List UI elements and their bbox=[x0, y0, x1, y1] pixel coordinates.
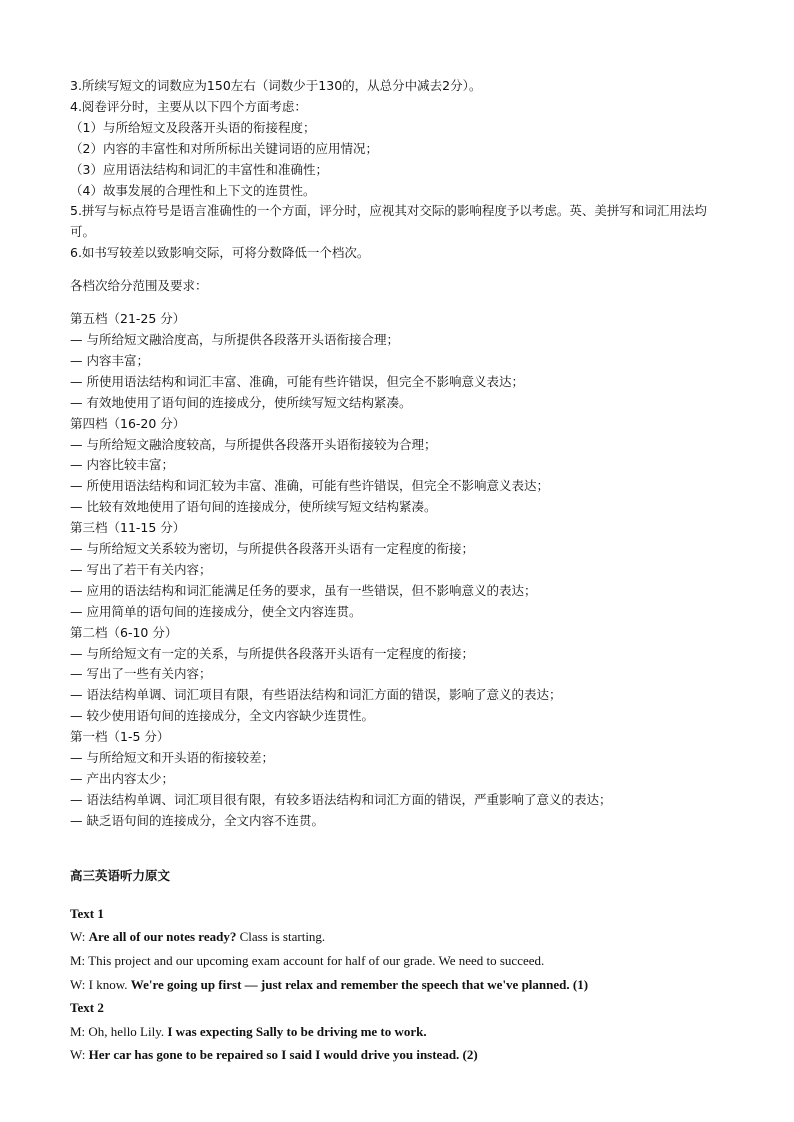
note-6: 6.如书写较差以致影响交际，可将分数降低一个档次。 bbox=[70, 245, 370, 261]
text-1 bbox=[70, 902, 730, 996]
note-4-item-4: （4）故事发展的合理性和上下文的连贯性。 bbox=[70, 182, 316, 198]
bands-intro: 各档次给分范围及要求： bbox=[70, 278, 208, 294]
note-4-item-2: （2）内容的丰富性和对所所标出关键词语的应用情况； bbox=[70, 140, 378, 156]
band-item: — 所使用语法结构和词汇较为丰富、准确，可能有些许错误，但完全不影响意义表达； bbox=[70, 478, 549, 494]
note-4: 4.阅卷评分时，主要从以下四个方面考虑： bbox=[70, 98, 307, 114]
dialogue-line: M: This project and our upcoming exam account for half of our grade. We need to succeed. bbox=[70, 952, 545, 968]
band-item: — 与所给短文和开头语的衔接较差； bbox=[70, 750, 274, 766]
band-item: — 与所给短文关系较为密切，与所提供各段落开头语有一定程度的衔接； bbox=[70, 541, 474, 557]
text-2 bbox=[70, 996, 730, 1067]
band-item: — 语法结构单调、词汇项目很有限，有较多语法结构和词汇方面的错误，严重影响了意义的表达； bbox=[70, 791, 612, 807]
marking-notes bbox=[70, 76, 730, 264]
band-1 bbox=[70, 727, 730, 832]
band-item: — 比较有效地使用了语句间的连接成分，使所续写短文结构紧凑。 bbox=[70, 499, 437, 515]
band-5 bbox=[70, 309, 730, 414]
band-item: — 写出了若干有关内容； bbox=[70, 561, 212, 577]
band-item: — 写出了一些有关内容； bbox=[70, 666, 212, 682]
band-item: — 应用简单的语句间的连接成分，使全文内容连贯。 bbox=[70, 603, 362, 619]
band-item: — 较少使用语句间的连接成分，全文内容缺少连贯性。 bbox=[70, 708, 374, 724]
dialogue-line: W: I know. We're going up first — just relax and remember the speech that we've planned. (1) bbox=[70, 976, 589, 992]
band-title: 第五档（21-25 分） bbox=[70, 311, 186, 327]
band-item: — 与所给短文有一定的关系，与所提供各段落开头语有一定程度的衔接； bbox=[70, 645, 474, 661]
band-item: — 所使用语法结构和词汇丰富、准确，可能有些许错误，但完全不影响意义表达； bbox=[70, 373, 524, 389]
band-title: 第二档（6-10 分） bbox=[70, 624, 178, 640]
band-item: — 与所给短文融洽度较高，与所提供各段落开头语衔接较为合理； bbox=[70, 436, 437, 452]
band-item: — 语法结构单调、词汇项目有限，有些语法结构和词汇方面的错误，影响了意义的表达； bbox=[70, 687, 562, 703]
band-4 bbox=[70, 414, 730, 519]
dialogue-line: W: Her car has gone to be repaired so I said I would drive you instead. (2) bbox=[70, 1047, 478, 1063]
band-title: 第一档（1-5 分） bbox=[70, 729, 170, 745]
band-item: — 内容比较丰富； bbox=[70, 457, 174, 473]
dialogue-line: M: Oh, hello Lily. I was expecting Sally to be driving me to work. bbox=[70, 1023, 427, 1039]
transcript-title: 高三英语听力原文 bbox=[70, 867, 171, 883]
document-page bbox=[70, 76, 730, 1067]
band-3 bbox=[70, 518, 730, 623]
band-title: 第四档（16-20 分） bbox=[70, 415, 186, 431]
text-2-heading: Text 2 bbox=[70, 1000, 104, 1016]
band-item: — 应用的语法结构和词汇能满足任务的要求，虽有一些错误，但不影响意义的表达； bbox=[70, 582, 537, 598]
listening-transcript bbox=[70, 866, 730, 1067]
band-title: 第三档（11-15 分） bbox=[70, 520, 186, 536]
note-3: 3.所续写短文的词数应为150左右（词数少于130的，从总分中减去2分）。 bbox=[70, 78, 482, 93]
note-4-item-1: （1）与所给短文及段落开头语的衔接程度； bbox=[70, 119, 316, 135]
score-bands bbox=[70, 309, 730, 832]
band-2 bbox=[70, 623, 730, 728]
note-5: 5.拼写与标点符号是语言准确性的一个方面，评分时，应视其对交际的影响程度予以考虑。英、美拼写和词汇用法均可。 bbox=[70, 203, 707, 240]
band-item: — 缺乏语句间的连接成分，全文内容不连贯。 bbox=[70, 812, 324, 828]
text-1-heading: Text 1 bbox=[70, 905, 104, 921]
band-item: — 有效地使用了语句间的连接成分，使所续写短文结构紧凑。 bbox=[70, 394, 412, 410]
note-4-item-3: （3）应用语法结构和词汇的丰富性和准确性； bbox=[70, 161, 328, 177]
dialogue-line: W: Are all of our notes ready? Class is starting. bbox=[70, 929, 326, 945]
band-item: — 与所给短文融洽度高，与所提供各段落开头语衔接合理； bbox=[70, 331, 399, 347]
band-item: — 产出内容太少； bbox=[70, 771, 174, 786]
band-item: — 内容丰富； bbox=[70, 352, 149, 368]
